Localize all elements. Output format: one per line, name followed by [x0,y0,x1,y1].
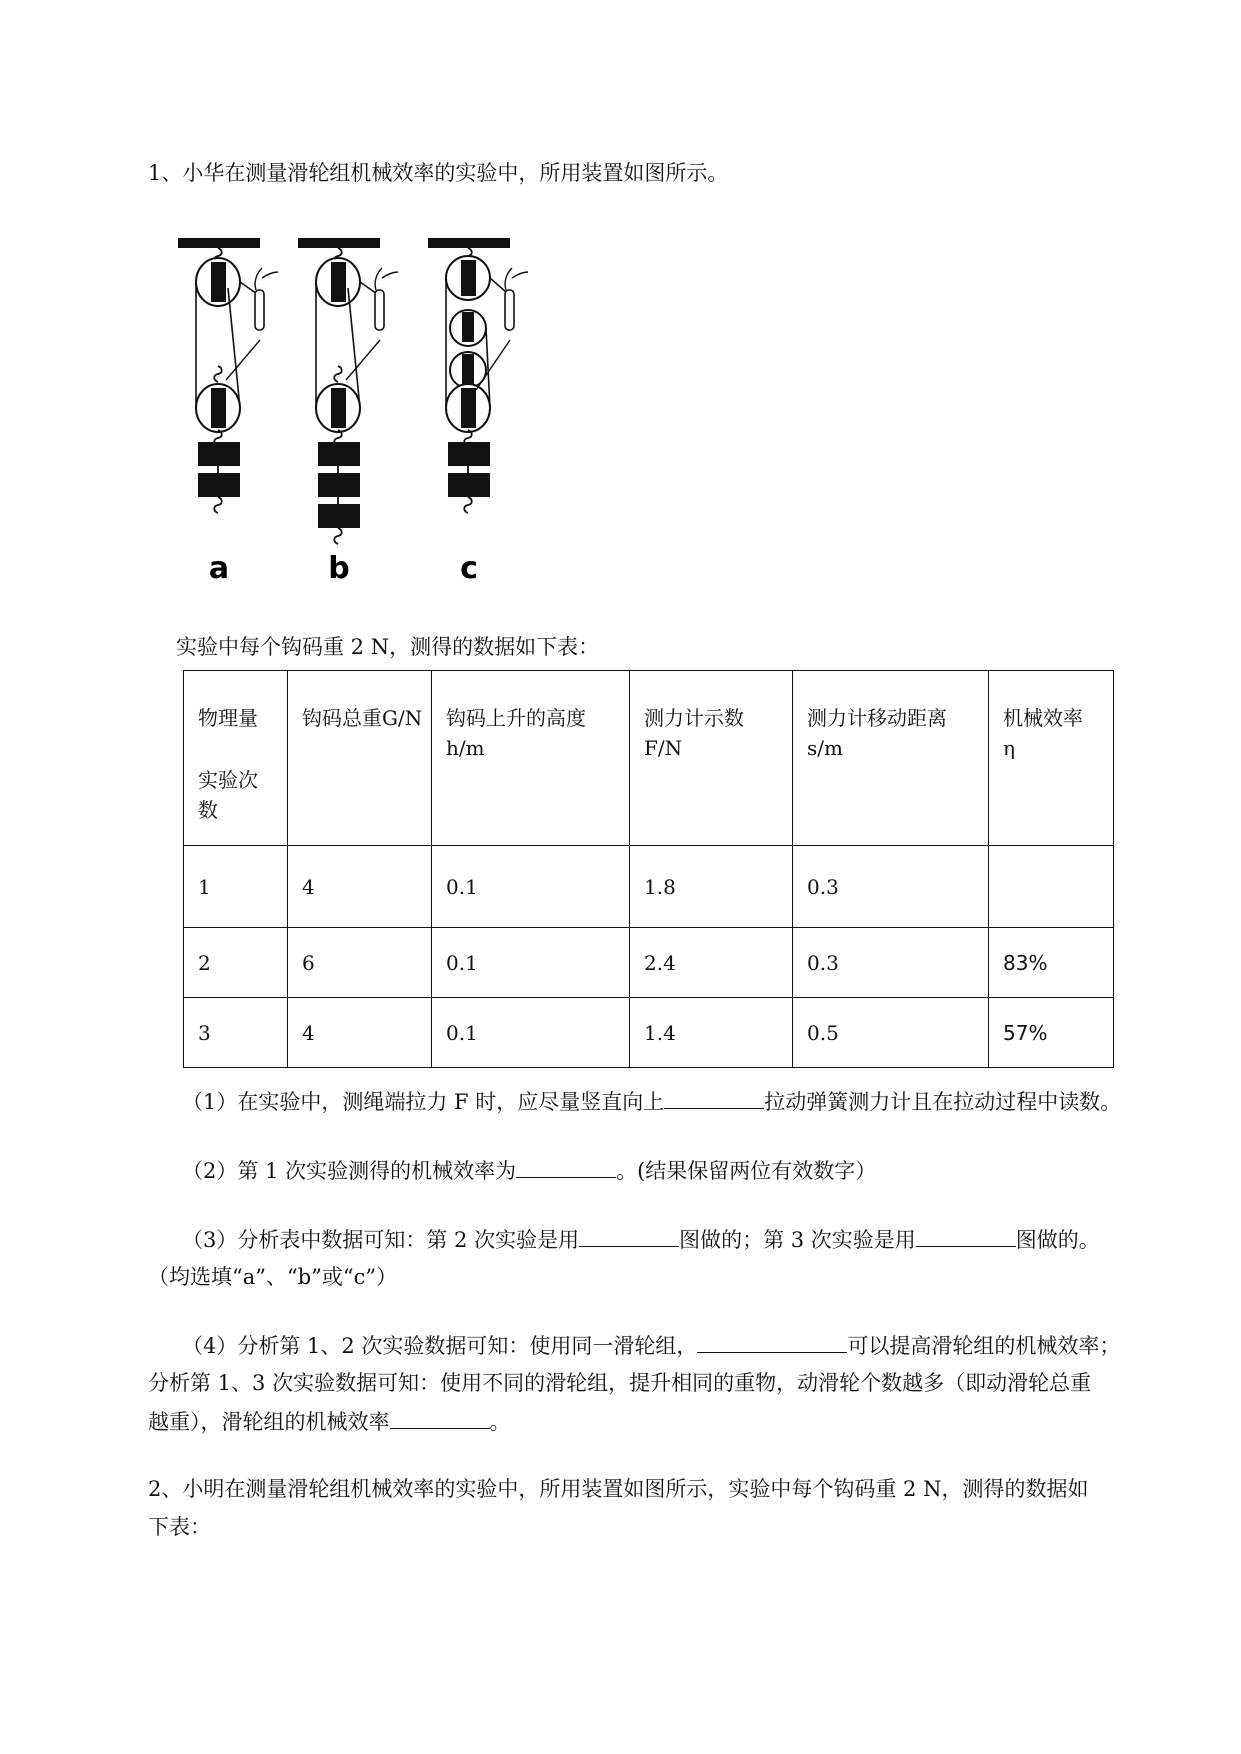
table-caption: 实验中每个钩码重 2 N，测得的数据如下表： [176,635,600,659]
header-cell: 钩码上升的高度 h/m [432,671,630,846]
sub-question-4: （4）分析第 1、2 次实验数据可知：使用同一滑轮组， 可以提高滑轮组的机械效率； [182,1330,1120,1361]
header-cell: 钩码总重G/N [288,671,432,846]
sub-question-3-note: （均选填“a”、“b”或“c”） [148,1265,398,1289]
figure-label-b: b [328,551,350,586]
data-table [183,670,1114,1068]
q2-line2: 下表： [148,1515,211,1539]
table-cell: 0.5 [793,998,989,1068]
table-row [184,846,1114,928]
table-cell: 4 [288,998,432,1068]
sub-question-4-line2: 分析第 1、3 次实验数据可知：使用不同的滑轮组，提升相同的重物，动滑轮个数越多（即动滑轮总重 [148,1371,1092,1395]
table-cell: 2.4 [630,928,793,998]
answer-blank-3a[interactable] [579,1224,679,1247]
table-cell: 1 [184,846,288,928]
header-cell: 测力计示数 F/N [630,671,793,846]
table-cell: 57% [989,998,1114,1068]
sub-question-2: （2）第 1 次实验测得的机械效率为 。(结果保留两位有效数字） [182,1155,876,1186]
answer-blank-2[interactable] [516,1155,616,1178]
pulley-setup-figure [160,220,560,595]
sub-question-3: （3）分析表中数据可知：第 2 次实验是用 图做的；第 3 次实验是用 图做的。 [182,1224,1100,1255]
answer-blank-1[interactable] [664,1086,764,1109]
table-cell: 83% [989,928,1114,998]
apparatus-a [178,238,278,513]
q2-line1: 2、小明在测量滑轮组机械效率的实验中，所用装置如图所示，实验中每个钩码重 2 N，测得的数据如 [148,1477,1089,1501]
answer-blank-3b[interactable] [916,1224,1016,1247]
table-cell: 2 [184,928,288,998]
apparatus-c [428,238,528,513]
header-cell: 机械效率 η [989,671,1114,846]
answer-blank-4b[interactable] [390,1406,490,1429]
table-cell: 6 [288,928,432,998]
header-cell: 物理量 实验次 数 [184,671,288,846]
table-row [184,928,1114,998]
table-cell [989,846,1114,928]
figure-label-a: a [208,551,230,586]
table-cell: 1.4 [630,998,793,1068]
table-cell: 4 [288,846,432,928]
figure-label-c: c [460,551,478,586]
table-cell: 0.3 [793,846,989,928]
table-cell: 0.1 [432,998,630,1068]
table-cell: 3 [184,998,288,1068]
table-cell: 0.1 [432,846,630,928]
apparatus-b [298,238,398,544]
header-cell: 测力计移动距离 s/m [793,671,989,846]
table-cell: 0.1 [432,928,630,998]
answer-blank-4a[interactable] [697,1330,847,1353]
table-row [184,998,1114,1068]
q1-intro: 1、小华在测量滑轮组机械效率的实验中，所用装置如图所示。 [148,161,729,185]
table-header-row [184,671,1114,846]
table-cell: 1.8 [630,846,793,928]
table-cell: 0.3 [793,928,989,998]
sub-question-4-line3: 越重），滑轮组的机械效率 。 [148,1406,511,1437]
sub-question-1: （1）在实验中，测绳端拉力 F 时，应尽量竖直向上 拉动弹簧测力计且在拉动过程中读数。 [182,1086,1121,1117]
